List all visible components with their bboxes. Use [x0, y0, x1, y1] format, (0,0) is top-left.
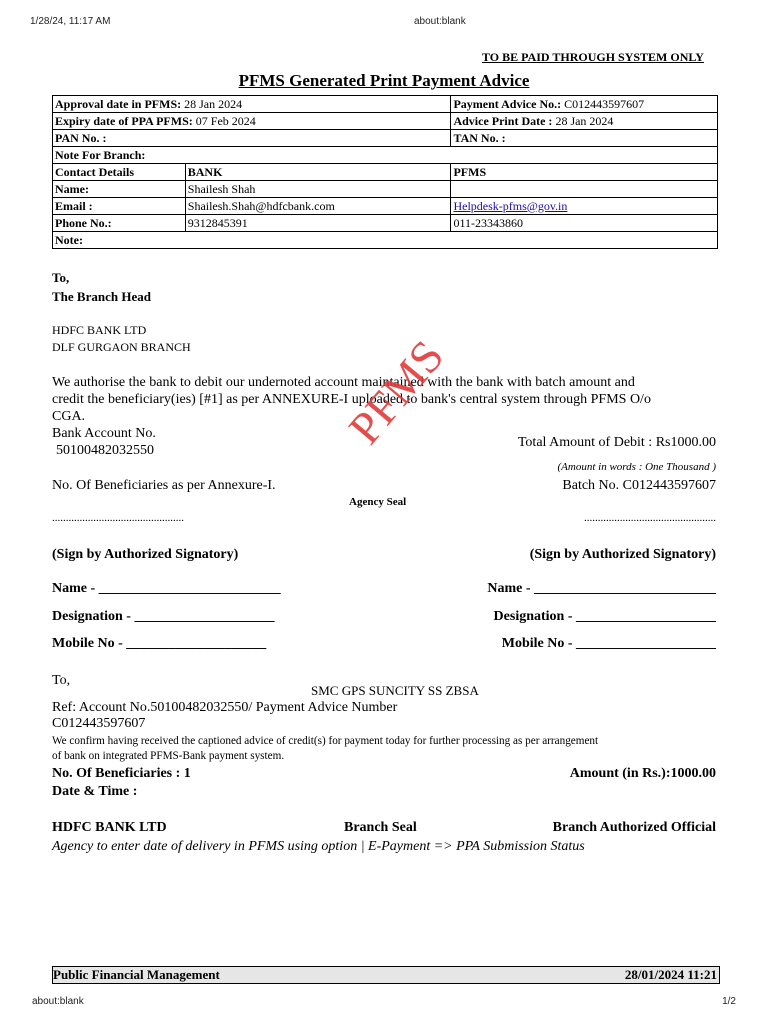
bank-account-number: 50100482032550	[56, 443, 154, 458]
expiry-date-label: Expiry date of PPA PFMS:	[55, 113, 193, 128]
contact-details-label: Contact Details	[53, 164, 186, 181]
advice-no-value: C012443597607	[561, 96, 645, 111]
pfms-email-cell	[451, 198, 718, 215]
signatory-designation-right: Designation - ____________________	[493, 609, 716, 624]
bank-phone: 9312845391	[185, 215, 451, 232]
approval-date-cell	[53, 96, 451, 113]
page-title: PFMS Generated Print Payment Advice	[238, 71, 530, 90]
branch-seal-label: Branch Seal	[344, 820, 417, 835]
batch-number: Batch No. C012443597607	[562, 478, 716, 493]
signature-dots-left: ................................................	[52, 512, 184, 524]
address-branch-name: DLF GURGAON BRANCH	[52, 340, 191, 354]
print-footer-url: about:blank	[32, 996, 84, 1007]
auth-paragraph-line2: credit the beneficiary(ies) [#1] as per ANNEXURE-I uploaded to bank's central system through PFMS O/o	[52, 392, 651, 407]
paid-through-system-note: TO BE PAID THROUGH SYSTEM ONLY	[482, 50, 704, 64]
table-row	[53, 147, 718, 164]
address-bank-name: HDFC BANK LTD	[52, 323, 147, 337]
table-row	[53, 96, 718, 113]
ack-agency-name: SMC GPS SUNCITY SS ZBSA	[311, 683, 479, 698]
bank-account-label: Bank Account No.	[52, 426, 156, 441]
ack-reference-line2: C012443597607	[52, 716, 146, 731]
table-row	[53, 198, 718, 215]
signatory-name-left: Name - __________________________	[52, 581, 281, 596]
table-row	[53, 164, 718, 181]
ack-to: To,	[52, 673, 71, 688]
signatory-name-right: Name - __________________________	[487, 581, 716, 596]
sign-label-right: (Sign by Authorized Signatory)	[529, 547, 716, 562]
name-label: Name:	[53, 181, 186, 198]
ack-confirm-line1: We confirm having received the captioned advice of credit(s) for payment today for further processing as per arrangement	[52, 735, 599, 747]
sign-label-left: (Sign by Authorized Signatory)	[52, 547, 239, 562]
ack-confirm-line2: of bank on integrated PFMS-Bank payment system.	[52, 750, 285, 762]
note-label: Note:	[53, 232, 718, 249]
address-branch-head: The Branch Head	[52, 289, 151, 304]
auth-paragraph-line3: CGA.	[52, 409, 86, 424]
pfms-contact-name	[451, 181, 718, 198]
beneficiaries-annexure: No. Of Beneficiaries as per Annexure-I.	[52, 478, 276, 493]
footer-org-name: Public Financial Management	[53, 967, 220, 982]
print-date-label: Advice Print Date :	[453, 113, 553, 128]
signatory-mobile-right: Mobile No - ____________________	[501, 636, 716, 651]
delivery-instruction: Agency to enter date of delivery in PFMS using option | E-Payment => PPA Submission Status	[52, 839, 585, 854]
bank-contact-name: Shailesh Shah	[185, 181, 451, 198]
auth-paragraph-line1: We authorise the bank to debit our undernoted account maintained with the bank with batch amount and	[52, 375, 635, 390]
expiry-date-cell	[53, 113, 451, 130]
advice-no-cell	[451, 96, 718, 113]
table-row	[53, 232, 718, 249]
tan-label: TAN No. :	[451, 130, 718, 147]
payment-advice-table	[52, 95, 718, 249]
ack-date-time: Date & Time :	[52, 784, 138, 799]
agency-seal-label: Agency Seal	[349, 496, 407, 508]
ack-amount: Amount (in Rs.):1000.00	[569, 766, 716, 781]
pfms-phone: 011-23343860	[451, 215, 718, 232]
signature-dots-right: ................................................	[584, 512, 716, 524]
signatory-designation-left: Designation - ____________________	[52, 609, 275, 624]
pfms-email-link[interactable]: Helpdesk-pfms@gov.in	[453, 198, 568, 213]
approval-date-value: 28 Jan 2024	[181, 96, 243, 111]
print-tab-title: about:blank	[414, 16, 466, 27]
print-date-cell	[451, 113, 718, 130]
address-to: To,	[52, 270, 70, 285]
print-page-number: 1/2	[722, 996, 736, 1007]
table-row	[53, 215, 718, 232]
amount-in-words: (Amount in words : One Thousand )	[557, 461, 716, 473]
pan-label: PAN No. :	[53, 130, 451, 147]
table-row	[53, 181, 718, 198]
email-label: Email :	[53, 198, 186, 215]
branch-official-label: Branch Authorized Official	[552, 820, 716, 835]
footer-timestamp: 28/01/2024 11:21	[624, 967, 717, 982]
bank-column-header: BANK	[185, 164, 451, 181]
expiry-date-value: 07 Feb 2024	[192, 113, 256, 128]
ack-bank-name: HDFC BANK LTD	[52, 820, 167, 835]
pfms-column-header: PFMS	[451, 164, 718, 181]
print-date-value: 28 Jan 2024	[552, 113, 614, 128]
advice-no-label: Payment Advice No.:	[453, 96, 562, 111]
ack-reference-line1: Ref: Account No.50100482032550/ Payment Advice Number	[52, 700, 398, 715]
table-row	[53, 130, 718, 147]
ack-beneficiaries: No. Of Beneficiaries : 1	[52, 766, 191, 781]
phone-label: Phone No.:	[53, 215, 186, 232]
total-debit-amount: Total Amount of Debit : Rs1000.00	[517, 435, 716, 450]
approval-date-label: Approval date in PFMS:	[55, 96, 182, 111]
print-datetime: 1/28/24, 11:17 AM	[30, 16, 111, 27]
pfms-watermark: PFMS	[338, 330, 454, 454]
table-row	[53, 113, 718, 130]
note-for-branch-label: Note For Branch:	[53, 147, 718, 164]
bank-email: Shailesh.Shah@hdfcbank.com	[185, 198, 451, 215]
signatory-mobile-left: Mobile No - ____________________	[52, 636, 267, 651]
footer-bar	[52, 966, 720, 984]
